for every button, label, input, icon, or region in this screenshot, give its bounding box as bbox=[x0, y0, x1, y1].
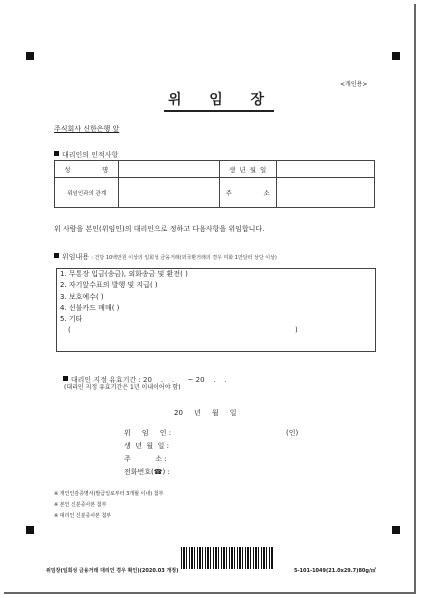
attachment-note: ※ 대리인 신분증사본 첨부 bbox=[54, 513, 112, 519]
attachment-note: ※ 본인 신분증사본 첨부 bbox=[54, 502, 107, 508]
date-line: 20 년 월 일 bbox=[174, 409, 237, 417]
square-bullet-icon bbox=[54, 253, 59, 258]
registration-mark bbox=[392, 526, 400, 534]
delegation-items-box bbox=[56, 268, 376, 352]
delegation-item[interactable]: 4. 선불카드 매매( ) bbox=[60, 303, 120, 312]
delegator-birth-label: 생 년 월 일 : bbox=[124, 442, 169, 450]
delegator-address-label: 주 소 : bbox=[124, 455, 167, 463]
square-bullet-icon bbox=[54, 151, 59, 156]
name-label: 성 명 bbox=[55, 161, 119, 178]
seal-mark: (인) bbox=[286, 429, 299, 437]
delegation-item[interactable]: 3. 보호예수( ) bbox=[60, 292, 104, 301]
scope-heading: 위임내용 : 건당 10백만원 이상의 일회성 금융거래(외국환거래의 경우 미화 1만달러 상당 이상) bbox=[54, 252, 277, 262]
delegation-statement: 위 사람을 본인(위임인)의 대리인으로 정하고 다음사항을 위임합니다. bbox=[54, 225, 265, 233]
agent-info-table bbox=[54, 160, 375, 208]
address-field[interactable] bbox=[277, 178, 375, 208]
barcode bbox=[181, 547, 273, 569]
square-bullet-icon bbox=[63, 376, 68, 381]
validity-note: (대리인 지정 유효기간은 1년 이내이어야 함) bbox=[64, 384, 181, 391]
document-page bbox=[4, 4, 416, 594]
address-label: 주 소 bbox=[220, 178, 277, 208]
form-type-label: <개인용> bbox=[340, 81, 368, 88]
delegation-item[interactable]: 2. 자기앞수표의 발행 및 지급( ) bbox=[60, 281, 158, 290]
validity-period: 대리인 지정 유효기간 : 20 . . ~ 20 . . bbox=[54, 367, 227, 393]
birth-label: 생 년 월 일 bbox=[220, 161, 277, 178]
other-item-line[interactable]: ( ) bbox=[68, 326, 298, 335]
name-field[interactable] bbox=[119, 161, 220, 178]
delegation-item[interactable]: 5. 기타 bbox=[60, 315, 83, 324]
delegator-name-label: 위 임 인 : bbox=[124, 429, 172, 437]
registration-mark bbox=[26, 52, 34, 60]
registration-mark bbox=[26, 526, 34, 534]
agent-section-heading: 대리인의 인적사항 bbox=[54, 150, 118, 160]
attachment-note: ※ 개인인감증명서(발급일로부터 3개월 이내) 첨부 bbox=[54, 491, 164, 497]
document-title: 위 임 장 bbox=[164, 89, 274, 112]
delegator-phone-label: 전화번호(☎) : bbox=[124, 468, 170, 476]
birth-field[interactable] bbox=[277, 161, 375, 178]
registration-mark bbox=[392, 52, 400, 60]
footer-form-name: 위임장(일회성 금융거래 대리인 경우 확인)(2020.03 개정) bbox=[46, 568, 179, 574]
recipient-bank: 주식회사 신한은행 앞 bbox=[54, 125, 120, 133]
delegation-item[interactable]: 1. 무통장 입금(송금), 외화송금 및 환전( ) bbox=[60, 270, 188, 278]
relation-field[interactable] bbox=[119, 178, 220, 208]
relation-label: 위임인과의 관계 bbox=[55, 178, 119, 208]
footer-form-code: 5-101-1049(21.0x29.7)80g/㎡ bbox=[294, 568, 376, 574]
